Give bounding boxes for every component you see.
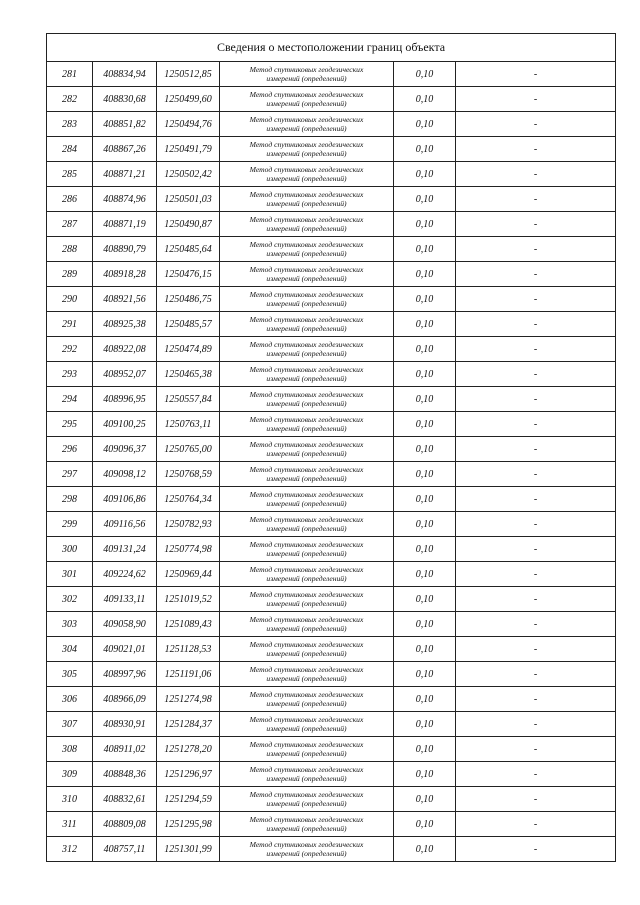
method-line2: измерений (определений) [266, 299, 347, 308]
method-line1: Метод спутниковых геодезических [249, 790, 364, 799]
coordinate-x-cell: 408851,82 [93, 112, 157, 137]
accuracy-cell: 0,10 [394, 137, 456, 162]
accuracy-cell: 0,10 [394, 737, 456, 762]
accuracy-cell: 0,10 [394, 812, 456, 837]
coordinate-x-cell: 408757,11 [93, 837, 157, 862]
method-line1: Метод спутниковых геодезических [249, 115, 364, 124]
coordinate-y-cell: 1251284,37 [157, 712, 220, 737]
coordinate-y-cell: 1250765,00 [157, 437, 220, 462]
coordinate-x-cell: 408925,38 [93, 312, 157, 337]
coordinate-y-cell: 1250764,34 [157, 487, 220, 512]
coordinate-y-cell: 1250485,57 [157, 312, 220, 337]
method-line1: Метод спутниковых геодезических [249, 840, 364, 849]
method-cell [220, 562, 394, 587]
point-number-cell: 286 [47, 187, 93, 212]
point-number-cell: 297 [47, 462, 93, 487]
method-line1: Метод спутниковых геодезических [249, 615, 364, 624]
method-line2: измерений (определений) [266, 374, 347, 383]
description-cell: - [456, 462, 616, 487]
description-cell: - [456, 837, 616, 862]
method-line1: Метод спутниковых геодезических [249, 390, 364, 399]
description-cell: - [456, 637, 616, 662]
method-line1: Метод спутниковых геодезических [249, 415, 364, 424]
method-cell [220, 237, 394, 262]
description-cell: - [456, 787, 616, 812]
description-cell: - [456, 587, 616, 612]
method-line1: Метод спутниковых геодезических [249, 290, 364, 299]
description-cell: - [456, 487, 616, 512]
method-line2: измерений (определений) [266, 549, 347, 558]
coordinate-x-cell: 408867,26 [93, 137, 157, 162]
accuracy-cell: 0,10 [394, 312, 456, 337]
point-number-cell: 303 [47, 612, 93, 637]
method-line2: измерений (определений) [266, 824, 347, 833]
coordinate-y-cell: 1251019,52 [157, 587, 220, 612]
method-cell [220, 462, 394, 487]
table-row [47, 762, 616, 787]
coordinate-x-cell: 408830,68 [93, 87, 157, 112]
point-number-cell: 291 [47, 312, 93, 337]
method-line1: Метод спутниковых геодезических [249, 590, 364, 599]
method-line2: измерений (определений) [266, 349, 347, 358]
table-row [47, 712, 616, 737]
coordinate-y-cell: 1250499,60 [157, 87, 220, 112]
table-row [47, 537, 616, 562]
description-cell: - [456, 262, 616, 287]
coordinate-x-cell: 409116,56 [93, 512, 157, 537]
coordinate-y-cell: 1250763,11 [157, 412, 220, 437]
method-cell [220, 762, 394, 787]
method-line2: измерений (определений) [266, 499, 347, 508]
method-line2: измерений (определений) [266, 74, 347, 83]
coordinate-x-cell: 408911,02 [93, 737, 157, 762]
coordinate-x-cell: 408832,61 [93, 787, 157, 812]
coordinate-x-cell: 408930,91 [93, 712, 157, 737]
method-line2: измерений (определений) [266, 774, 347, 783]
table-row [47, 262, 616, 287]
accuracy-cell: 0,10 [394, 587, 456, 612]
point-number-cell: 306 [47, 687, 93, 712]
table-row [47, 312, 616, 337]
method-line2: измерений (определений) [266, 699, 347, 708]
table-row [47, 687, 616, 712]
description-cell: - [456, 562, 616, 587]
coordinate-y-cell: 1251274,98 [157, 687, 220, 712]
coordinate-y-cell: 1250494,76 [157, 112, 220, 137]
method-cell [220, 212, 394, 237]
method-cell [220, 137, 394, 162]
coordinate-y-cell: 1251191,06 [157, 662, 220, 687]
method-cell [220, 612, 394, 637]
coordinate-y-cell: 1250491,79 [157, 137, 220, 162]
accuracy-cell: 0,10 [394, 662, 456, 687]
table-row [47, 812, 616, 837]
description-cell: - [456, 287, 616, 312]
method-line2: измерений (определений) [266, 399, 347, 408]
method-cell [220, 687, 394, 712]
method-line2: измерений (определений) [266, 424, 347, 433]
coordinate-x-cell: 409098,12 [93, 462, 157, 487]
coordinate-x-cell: 409021,01 [93, 637, 157, 662]
method-line2: измерений (определений) [266, 324, 347, 333]
table-row [47, 187, 616, 212]
coordinate-x-cell: 408874,96 [93, 187, 157, 212]
point-number-cell: 294 [47, 387, 93, 412]
accuracy-cell: 0,10 [394, 112, 456, 137]
description-cell: - [456, 512, 616, 537]
table-row [47, 237, 616, 262]
coordinate-x-cell: 408834,94 [93, 62, 157, 87]
coordinate-x-cell: 408871,19 [93, 212, 157, 237]
method-line1: Метод спутниковых геодезических [249, 515, 364, 524]
document-sheet [46, 33, 615, 862]
method-cell [220, 437, 394, 462]
accuracy-cell: 0,10 [394, 162, 456, 187]
boundary-coordinates-table [46, 33, 616, 862]
point-number-cell: 288 [47, 237, 93, 262]
description-cell: - [456, 337, 616, 362]
description-cell: - [456, 762, 616, 787]
method-line2: измерений (определений) [266, 724, 347, 733]
coordinate-x-cell: 409133,11 [93, 587, 157, 612]
method-line1: Метод спутниковых геодезических [249, 715, 364, 724]
coordinate-y-cell: 1251295,98 [157, 812, 220, 837]
description-cell: - [456, 312, 616, 337]
table-row [47, 337, 616, 362]
method-line1: Метод спутниковых геодезических [249, 665, 364, 674]
accuracy-cell: 0,10 [394, 437, 456, 462]
coordinate-x-cell: 408921,56 [93, 287, 157, 312]
point-number-cell: 295 [47, 412, 93, 437]
accuracy-cell: 0,10 [394, 212, 456, 237]
description-cell: - [456, 612, 616, 637]
method-line2: измерений (определений) [266, 224, 347, 233]
accuracy-cell: 0,10 [394, 62, 456, 87]
accuracy-cell: 0,10 [394, 412, 456, 437]
method-line2: измерений (определений) [266, 449, 347, 458]
coordinate-x-cell: 408871,21 [93, 162, 157, 187]
method-cell [220, 187, 394, 212]
description-cell: - [456, 712, 616, 737]
accuracy-cell: 0,10 [394, 287, 456, 312]
coordinate-x-cell: 409100,25 [93, 412, 157, 437]
table-row [47, 212, 616, 237]
description-cell: - [456, 212, 616, 237]
method-cell [220, 287, 394, 312]
point-number-cell: 283 [47, 112, 93, 137]
coordinate-x-cell: 408952,07 [93, 362, 157, 387]
point-number-cell: 284 [47, 137, 93, 162]
method-line1: Метод спутниковых геодезических [249, 340, 364, 349]
method-line1: Метод спутниковых геодезических [249, 240, 364, 249]
description-cell: - [456, 437, 616, 462]
method-line1: Метод спутниковых геодезических [249, 165, 364, 174]
method-line2: измерений (определений) [266, 249, 347, 258]
method-line2: измерений (определений) [266, 99, 347, 108]
table-row [47, 362, 616, 387]
method-line1: Метод спутниковых геодезических [249, 315, 364, 324]
method-line1: Метод спутниковых геодезических [249, 540, 364, 549]
method-cell [220, 387, 394, 412]
table-row [47, 62, 616, 87]
coordinate-y-cell: 1251296,97 [157, 762, 220, 787]
method-line1: Метод спутниковых геодезических [249, 215, 364, 224]
description-cell: - [456, 62, 616, 87]
coordinate-y-cell: 1251278,20 [157, 737, 220, 762]
table-row [47, 512, 616, 537]
method-line1: Метод спутниковых геодезических [249, 765, 364, 774]
table-row [47, 787, 616, 812]
method-cell [220, 162, 394, 187]
method-line1: Метод спутниковых геодезических [249, 640, 364, 649]
method-line1: Метод спутниковых геодезических [249, 140, 364, 149]
accuracy-cell: 0,10 [394, 187, 456, 212]
point-number-cell: 298 [47, 487, 93, 512]
table-row [47, 162, 616, 187]
description-cell: - [456, 137, 616, 162]
point-number-cell: 304 [47, 637, 93, 662]
description-cell: - [456, 812, 616, 837]
point-number-cell: 301 [47, 562, 93, 587]
method-line1: Метод спутниковых геодезических [249, 440, 364, 449]
table-row [47, 412, 616, 437]
method-line2: измерений (определений) [266, 524, 347, 533]
point-number-cell: 309 [47, 762, 93, 787]
coordinate-y-cell: 1250485,64 [157, 237, 220, 262]
table-row [47, 87, 616, 112]
coordinate-x-cell: 408966,09 [93, 687, 157, 712]
method-line1: Метод спутниковых геодезических [249, 90, 364, 99]
coordinate-x-cell: 409096,37 [93, 437, 157, 462]
method-line2: измерений (определений) [266, 174, 347, 183]
method-cell [220, 112, 394, 137]
description-cell: - [456, 537, 616, 562]
point-number-cell: 289 [47, 262, 93, 287]
method-line2: измерений (определений) [266, 199, 347, 208]
point-number-cell: 281 [47, 62, 93, 87]
coordinate-y-cell: 1250501,03 [157, 187, 220, 212]
accuracy-cell: 0,10 [394, 712, 456, 737]
method-line2: измерений (определений) [266, 674, 347, 683]
table-row [47, 137, 616, 162]
point-number-cell: 285 [47, 162, 93, 187]
coordinate-y-cell: 1251128,53 [157, 637, 220, 662]
accuracy-cell: 0,10 [394, 612, 456, 637]
method-line1: Метод спутниковых геодезических [249, 565, 364, 574]
method-cell [220, 787, 394, 812]
coordinate-x-cell: 409224,62 [93, 562, 157, 587]
method-line1: Метод спутниковых геодезических [249, 365, 364, 374]
method-line2: измерений (определений) [266, 149, 347, 158]
accuracy-cell: 0,10 [394, 762, 456, 787]
description-cell: - [456, 162, 616, 187]
coordinate-y-cell: 1251301,99 [157, 837, 220, 862]
accuracy-cell: 0,10 [394, 487, 456, 512]
table-row [47, 837, 616, 862]
method-line1: Метод спутниковых геодезических [249, 815, 364, 824]
accuracy-cell: 0,10 [394, 787, 456, 812]
method-cell [220, 262, 394, 287]
method-cell [220, 487, 394, 512]
coordinate-x-cell: 408922,08 [93, 337, 157, 362]
table-row [47, 112, 616, 137]
method-cell [220, 712, 394, 737]
method-cell [220, 312, 394, 337]
method-line1: Метод спутниковых геодезических [249, 690, 364, 699]
method-line2: измерений (определений) [266, 474, 347, 483]
method-line2: измерений (определений) [266, 599, 347, 608]
accuracy-cell: 0,10 [394, 237, 456, 262]
table-row [47, 487, 616, 512]
point-number-cell: 305 [47, 662, 93, 687]
coordinate-x-cell: 408890,79 [93, 237, 157, 262]
description-cell: - [456, 237, 616, 262]
table-title: Сведения о местоположении границ объекта [47, 34, 616, 62]
point-number-cell: 310 [47, 787, 93, 812]
point-number-cell: 308 [47, 737, 93, 762]
method-line1: Метод спутниковых геодезических [249, 465, 364, 474]
method-cell [220, 737, 394, 762]
coordinate-y-cell: 1250474,89 [157, 337, 220, 362]
point-number-cell: 282 [47, 87, 93, 112]
coordinate-x-cell: 408918,28 [93, 262, 157, 287]
accuracy-cell: 0,10 [394, 387, 456, 412]
method-line1: Метод спутниковых геодезических [249, 740, 364, 749]
method-line1: Метод спутниковых геодезических [249, 65, 364, 74]
table-row [47, 637, 616, 662]
coordinate-x-cell: 409106,86 [93, 487, 157, 512]
description-cell: - [456, 412, 616, 437]
point-number-cell: 299 [47, 512, 93, 537]
accuracy-cell: 0,10 [394, 687, 456, 712]
accuracy-cell: 0,10 [394, 537, 456, 562]
coordinate-y-cell: 1250557,84 [157, 387, 220, 412]
coordinate-x-cell: 408997,96 [93, 662, 157, 687]
point-number-cell: 312 [47, 837, 93, 862]
table-body [47, 34, 616, 862]
table-row [47, 562, 616, 587]
method-line2: измерений (определений) [266, 649, 347, 658]
coordinate-x-cell: 409131,24 [93, 537, 157, 562]
point-number-cell: 292 [47, 337, 93, 362]
coordinate-y-cell: 1250768,59 [157, 462, 220, 487]
method-cell [220, 512, 394, 537]
coordinate-y-cell: 1250476,15 [157, 262, 220, 287]
description-cell: - [456, 662, 616, 687]
table-row [47, 612, 616, 637]
table-title-row [47, 34, 616, 62]
coordinate-y-cell: 1250502,42 [157, 162, 220, 187]
accuracy-cell: 0,10 [394, 337, 456, 362]
table-row [47, 387, 616, 412]
description-cell: - [456, 187, 616, 212]
table-row [47, 587, 616, 612]
point-number-cell: 311 [47, 812, 93, 837]
coordinate-y-cell: 1250465,38 [157, 362, 220, 387]
coordinate-y-cell: 1250782,93 [157, 512, 220, 537]
accuracy-cell: 0,10 [394, 462, 456, 487]
description-cell: - [456, 387, 616, 412]
coordinate-x-cell: 408848,36 [93, 762, 157, 787]
coordinate-y-cell: 1250486,75 [157, 287, 220, 312]
point-number-cell: 296 [47, 437, 93, 462]
accuracy-cell: 0,10 [394, 362, 456, 387]
table-row [47, 662, 616, 687]
method-line2: измерений (определений) [266, 574, 347, 583]
description-cell: - [456, 112, 616, 137]
coordinate-y-cell: 1251294,59 [157, 787, 220, 812]
table-row [47, 737, 616, 762]
method-line1: Метод спутниковых геодезических [249, 490, 364, 499]
accuracy-cell: 0,10 [394, 837, 456, 862]
coordinate-x-cell: 409058,90 [93, 612, 157, 637]
method-line2: измерений (определений) [266, 624, 347, 633]
table-row [47, 437, 616, 462]
coordinate-x-cell: 408996,95 [93, 387, 157, 412]
method-line2: измерений (определений) [266, 849, 347, 858]
table-row [47, 287, 616, 312]
coordinate-y-cell: 1250490,87 [157, 212, 220, 237]
method-line2: измерений (определений) [266, 799, 347, 808]
method-line2: измерений (определений) [266, 749, 347, 758]
description-cell: - [456, 362, 616, 387]
accuracy-cell: 0,10 [394, 562, 456, 587]
coordinate-y-cell: 1250969,44 [157, 562, 220, 587]
accuracy-cell: 0,10 [394, 87, 456, 112]
method-cell [220, 537, 394, 562]
accuracy-cell: 0,10 [394, 512, 456, 537]
point-number-cell: 302 [47, 587, 93, 612]
coordinate-y-cell: 1251089,43 [157, 612, 220, 637]
point-number-cell: 287 [47, 212, 93, 237]
method-line2: измерений (определений) [266, 124, 347, 133]
description-cell: - [456, 737, 616, 762]
method-cell [220, 662, 394, 687]
description-cell: - [456, 687, 616, 712]
accuracy-cell: 0,10 [394, 262, 456, 287]
table-row [47, 462, 616, 487]
method-cell [220, 837, 394, 862]
description-cell: - [456, 87, 616, 112]
method-cell [220, 337, 394, 362]
point-number-cell: 290 [47, 287, 93, 312]
method-cell [220, 587, 394, 612]
method-cell [220, 637, 394, 662]
accuracy-cell: 0,10 [394, 637, 456, 662]
method-cell [220, 362, 394, 387]
method-line1: Метод спутниковых геодезических [249, 265, 364, 274]
method-cell [220, 412, 394, 437]
coordinate-y-cell: 1250512,85 [157, 62, 220, 87]
method-cell [220, 87, 394, 112]
point-number-cell: 293 [47, 362, 93, 387]
point-number-cell: 300 [47, 537, 93, 562]
method-cell [220, 62, 394, 87]
method-line2: измерений (определений) [266, 274, 347, 283]
method-cell [220, 812, 394, 837]
coordinate-y-cell: 1250774,98 [157, 537, 220, 562]
coordinate-x-cell: 408809,08 [93, 812, 157, 837]
method-line1: Метод спутниковых геодезических [249, 190, 364, 199]
point-number-cell: 307 [47, 712, 93, 737]
